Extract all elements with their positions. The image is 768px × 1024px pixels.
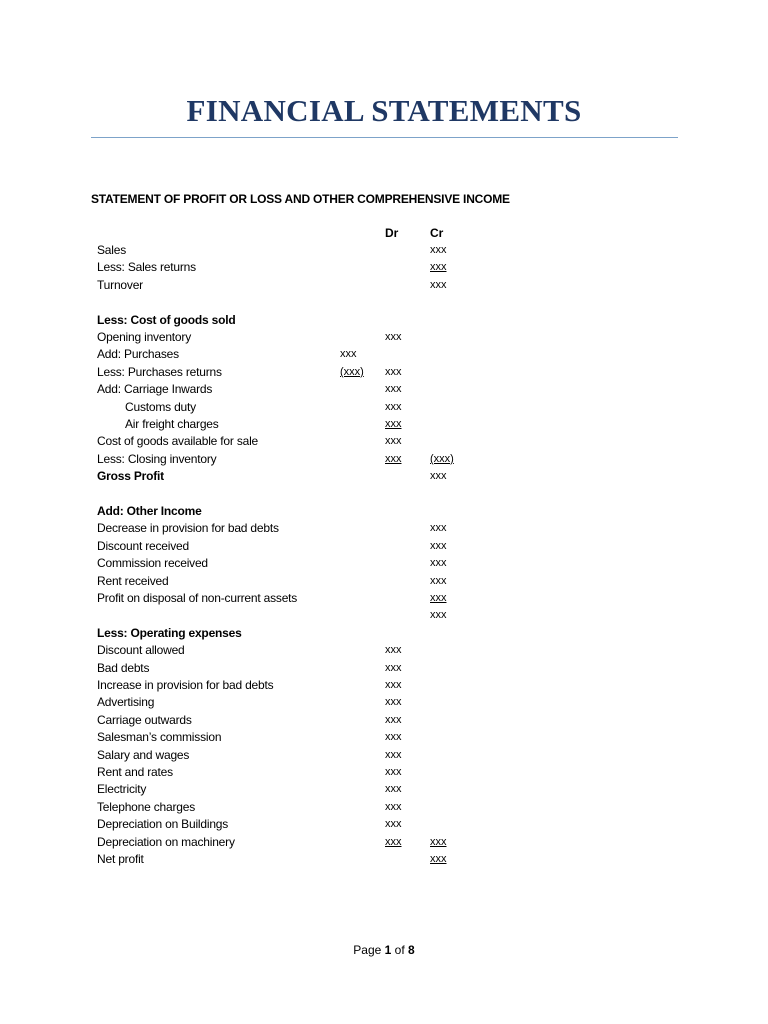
dr-amount: xxx [385,452,402,465]
statement-row [0,451,768,468]
statement-row [0,781,768,798]
statement-row [0,294,768,311]
row-label: Depreciation on machinery [97,834,235,849]
statement-row [0,816,768,833]
statement-row [0,625,768,642]
cr-amount: xxx [430,261,447,274]
footer-page-total: 8 [408,943,415,957]
statement-row [0,747,768,764]
row-label: Advertising [97,695,155,710]
cr-amount: xxx [430,574,447,587]
statement-row [0,433,768,450]
row-label: Salary and wages [97,747,190,762]
row-label: Add: Other Income [97,504,202,518]
row-label: Decrease in provision for bad debts [97,521,279,536]
row-label: Salesman’s commission [97,730,222,745]
cr-amount: (xxx) [430,452,454,465]
row-label: Carriage outwards [97,712,192,727]
statement-row [0,642,768,659]
statement-row [0,834,768,851]
cr-amount: xxx [430,522,447,535]
cr-amount: xxx [430,609,447,622]
statement-row [0,242,768,259]
dr-amount: xxx [385,435,402,448]
statement-row [0,694,768,711]
statement-row [0,573,768,590]
dr-amount: xxx [385,400,402,413]
document-title: FINANCIAL STATEMENTS [186,93,582,128]
row-label: Discount received [97,538,189,553]
cr-amount: xxx [430,835,447,848]
subtotal-amount: xxx [340,348,357,361]
statement-row [0,346,768,363]
statement-row [0,729,768,746]
row-label: Rent and rates [97,765,173,779]
dr-amount: xxx [385,644,402,657]
row-label: Air freight charges [125,417,219,431]
statement-row [0,468,768,485]
statement-row [0,555,768,572]
footer-prefix: Page [353,943,385,957]
row-label: Less: Cost of goods sold [97,312,236,327]
row-label: Gross Profit [97,469,164,484]
row-label: Add: Purchases [97,347,179,362]
statement-row [0,259,768,276]
dr-amount: xxx [385,748,402,761]
statement-row [0,364,768,381]
row-label: Opening inventory [97,330,191,344]
dr-amount: xxx [385,661,402,674]
statement-row [0,677,768,694]
statement-row [0,416,768,433]
row-label: Customs duty [125,399,196,414]
row-label: Discount allowed [97,643,185,658]
row-label: Less: Closing inventory [97,451,217,466]
page-footer [0,943,768,957]
statement-row [0,851,768,868]
dr-amount: xxx [385,766,402,778]
row-label: Cost of goods available for sale [97,434,259,449]
dr-amount: xxx [385,731,402,744]
cr-amount: xxx [430,557,447,570]
row-label: Add: Carriage Inwards [97,382,213,397]
cr-amount: xxx [430,244,447,256]
row-label: Rent received [97,573,169,588]
footer-page-number: 1 [384,943,392,957]
statement-row [0,799,768,816]
row-label: Depreciation on Buildings [97,817,229,832]
statement-row [0,277,768,294]
row-label: Turnover [97,277,143,292]
dr-amount: xxx [385,783,402,796]
statement-row [0,399,768,416]
statement-row [0,660,768,677]
statement-row [0,538,768,555]
row-label: Sales [97,243,127,257]
cr-amount: xxx [430,470,447,483]
dr-amount: xxx [385,365,402,378]
row-label: Less: Sales returns [97,260,196,275]
cr-amount: xxx [430,278,447,291]
statement-row [0,329,768,346]
statement-row [0,503,768,520]
cr-column-header: Cr [430,226,444,240]
statement-row [0,486,768,503]
statement-row [0,712,768,729]
row-label: Increase in provision for bad debts [97,678,274,692]
dr-amount: xxx [385,835,402,848]
cr-amount: xxx [430,539,447,552]
subtotal-amount: (xxx) [340,365,364,378]
row-label: Electricity [97,782,147,797]
dr-amount: xxx [385,713,402,726]
row-label: Profit on disposal of non-current assets [97,591,298,605]
statement-row [0,607,768,624]
row-label: Net profit [97,852,144,866]
dr-amount: xxx [385,800,402,813]
row-label: Bad debts [97,660,150,675]
statement-row [0,381,768,398]
row-label: Telephone charges [97,799,196,814]
dr-amount: xxx [385,383,402,396]
statement-row [0,520,768,537]
footer-of: of [391,943,409,957]
row-label: Less: Operating expenses [97,625,242,640]
statement-row [0,590,768,607]
dr-amount: xxx [385,696,402,709]
row-label: Less: Purchases returns [97,364,222,379]
statement-row [0,312,768,329]
cr-amount: xxx [430,592,447,604]
dr-amount: xxx [385,331,402,343]
statement-heading: STATEMENT OF PROFIT OR LOSS AND OTHER COMPREHENSIVE INCOME [91,192,510,206]
cr-amount: xxx [430,853,447,865]
row-label: Commission received [97,556,208,571]
dr-amount: xxx [385,418,402,430]
statement-row [0,764,768,781]
dr-amount: xxx [385,818,402,831]
dr-amount: xxx [385,679,402,691]
dr-column-header: Dr [385,226,399,240]
